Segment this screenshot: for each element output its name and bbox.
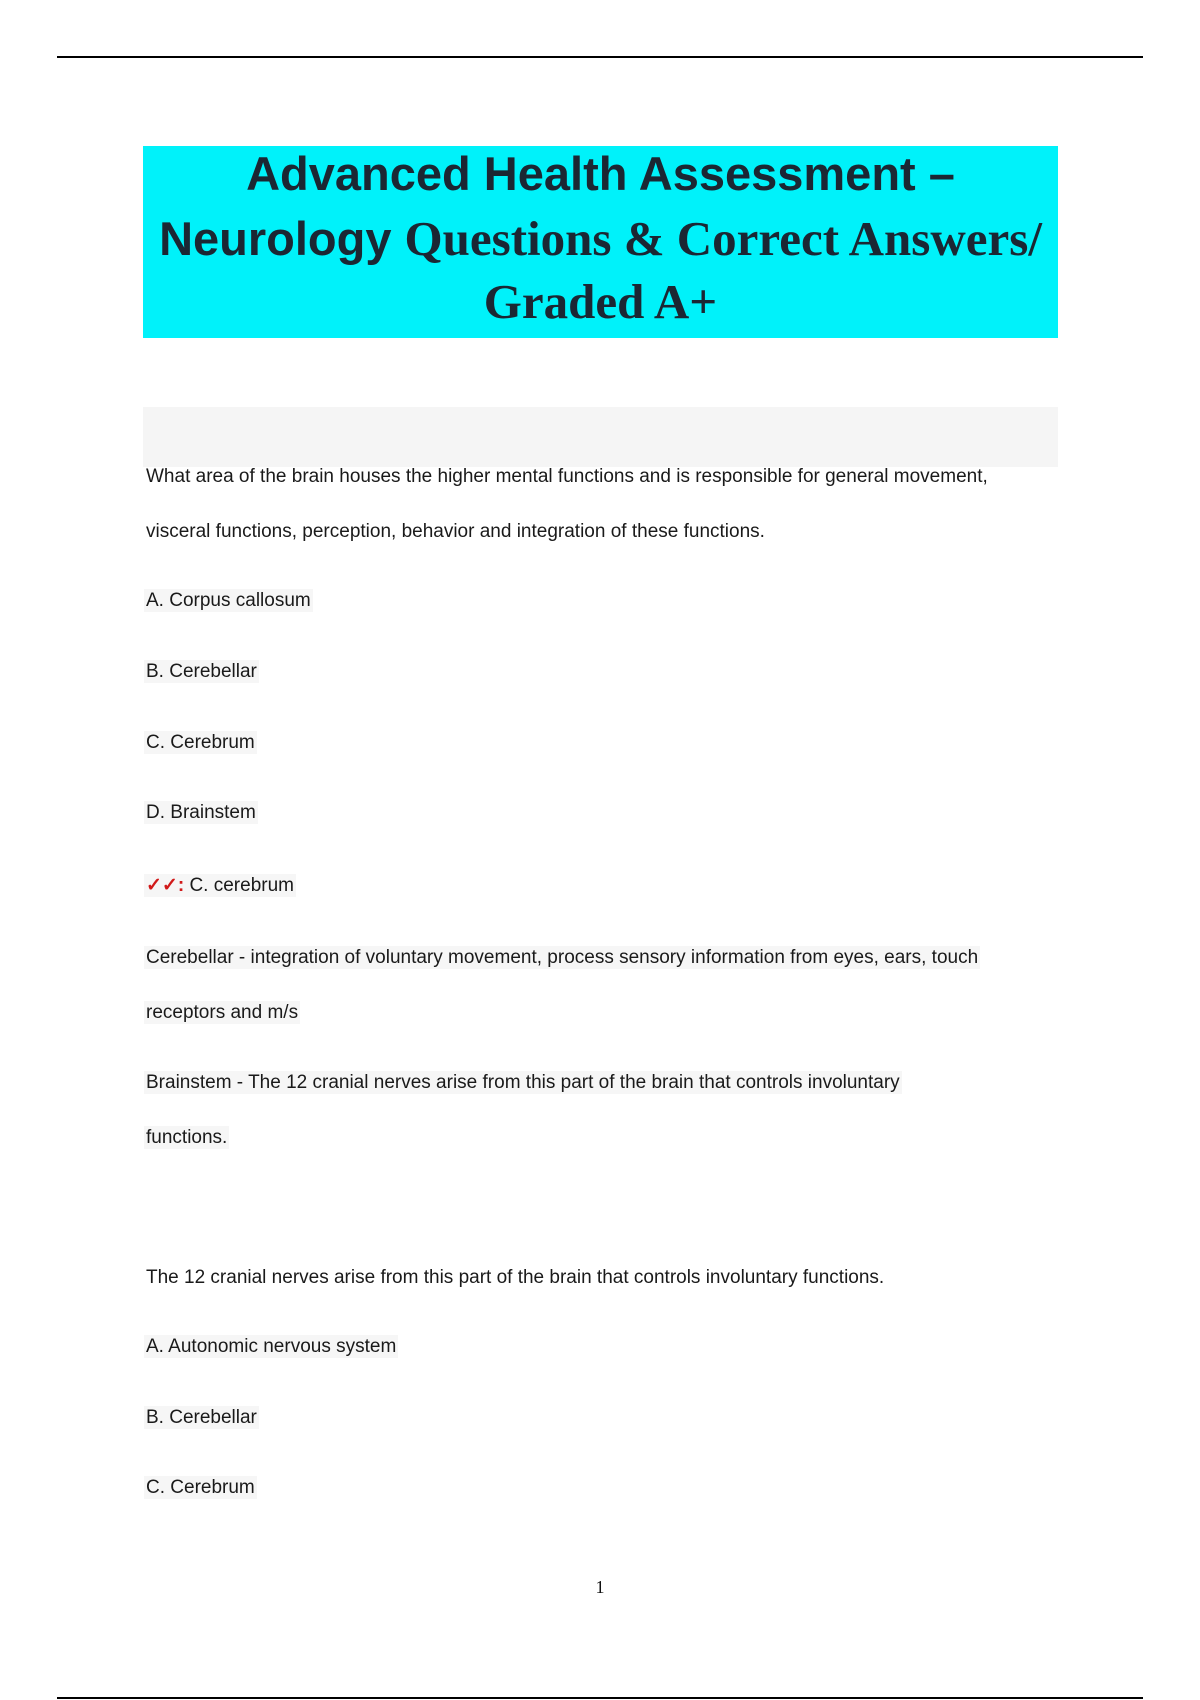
q1-option-d-text: D. Brainstem [146, 802, 256, 823]
q1-rationale-2-line-2 [146, 1126, 229, 1150]
q1-answer [146, 874, 296, 898]
title-line-2-serif: Questions & Correct Answers/ [404, 211, 1042, 266]
q1-option-a-text: A. Corpus callosum [146, 590, 311, 611]
q2-option-b [146, 1406, 259, 1430]
q2-option-a [146, 1335, 398, 1359]
q1-option-b [146, 660, 259, 684]
title-line-2 [143, 209, 1058, 269]
q1-option-a [146, 589, 313, 613]
spacer-band [143, 407, 1058, 467]
q1-rationale-2-line-1-text: Brainstem - The 12 cranial nerves arise from this part of the brain that controls involuntary [146, 1072, 900, 1093]
q1-rationale-2-line-2-text: functions. [146, 1127, 228, 1148]
q2-question: The 12 cranial nerves arise from this part of the brain that controls involuntary functions. [146, 1267, 885, 1288]
q1-option-c [146, 731, 257, 755]
q1-rationale-1-line-2-text: receptors and m/s [146, 1002, 299, 1023]
page-number: 1 [595, 1577, 605, 1597]
q1-option-d [146, 801, 258, 825]
title-banner [143, 146, 1058, 338]
bottom-rule [57, 1697, 1143, 1699]
double-check-icon: ✓✓: [146, 875, 185, 896]
q2-option-b-text: B. Cerebellar [146, 1407, 257, 1428]
q2-option-a-text: A. Autonomic nervous system [146, 1336, 397, 1357]
q1-rationale-2-line-1 [146, 1071, 902, 1095]
q2-option-c-text: C. Cerebrum [146, 1477, 255, 1498]
q2-option-c [146, 1476, 257, 1500]
title-line-1: Advanced Health Assessment – [246, 147, 955, 200]
title-line-3: Graded A+ [483, 274, 718, 329]
q1-answer-text: C. cerebrum [189, 875, 294, 896]
q1-question-line-1: What area of the brain houses the higher mental functions and is responsible for general movement, [146, 466, 988, 487]
title-line-2-sans: Neurology [159, 212, 392, 265]
q1-option-b-text: B. Cerebellar [146, 661, 257, 682]
q1-option-c-text: C. Cerebrum [146, 732, 255, 753]
q1-rationale-1-line-2 [146, 1001, 300, 1025]
q1-rationale-1-line-1 [146, 946, 980, 970]
q1-rationale-1-line-1-text: Cerebellar - integration of voluntary movement, process sensory information from eyes, ears, touch [146, 947, 979, 968]
q1-question-line-2: visceral functions, perception, behavior and integration of these functions. [146, 521, 765, 542]
top-rule [57, 56, 1143, 58]
